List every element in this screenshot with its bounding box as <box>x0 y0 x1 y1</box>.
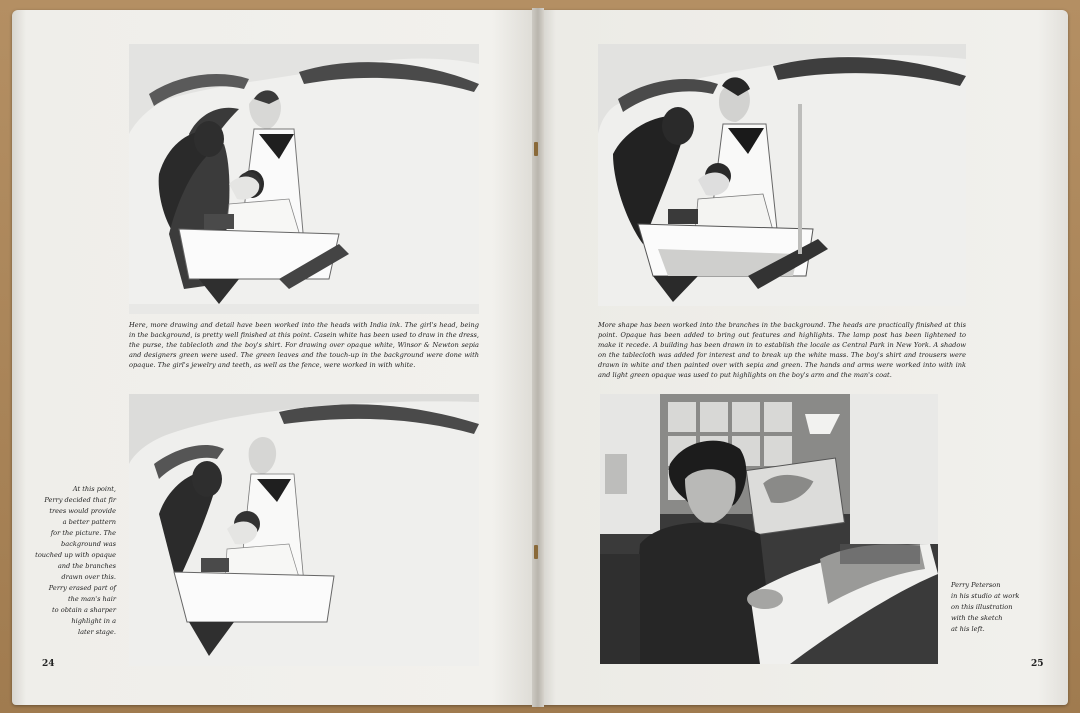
side-caption-line: on this illustration <box>951 603 1013 611</box>
caption-stage-1: Here, more drawing and detail have been worked into the heads with India ink. The girl's head, being in the background, is pretty well finished at this point. Casein white has been used to draw in the dress, the purse, the tablecloth and the boy's shirt. For drawing over opaque white, Winsor & Newton sepia and designers green were used. The green leaves and the touch-up in the background were done with opaque. The girl's jewelry and teeth, as well as the fence, were worked in with white. <box>129 321 479 370</box>
illustration-stage-2 <box>129 394 479 666</box>
page-number-right: 25 <box>1031 659 1044 669</box>
side-caption-line: drawn over this. <box>61 573 116 581</box>
illustration-stage-1 <box>129 44 479 314</box>
side-caption-line: touched up with opaque <box>35 551 116 559</box>
side-caption-line: At this point, <box>72 485 116 493</box>
page-number-left: 24 <box>42 659 55 669</box>
side-caption-line: to obtain a sharper <box>52 606 116 614</box>
side-caption-line: at his left. <box>951 625 985 633</box>
side-caption-line: for the picture. The <box>50 529 116 537</box>
side-caption-line: trees would provide <box>49 507 116 515</box>
side-caption-line: background was <box>61 540 116 548</box>
side-caption-line: highlight in a <box>71 617 116 625</box>
side-caption-line: Perry Peterson <box>951 581 1001 589</box>
side-caption-line: in his studio at work <box>951 592 1020 600</box>
side-caption-line: the man's hair <box>67 595 116 603</box>
staple <box>534 545 538 559</box>
side-caption-line: with the sketch <box>951 614 1003 622</box>
side-caption-line: Perry decided that fir <box>44 496 116 504</box>
side-caption-line: and the branches <box>57 562 116 570</box>
studio-photograph <box>600 394 938 664</box>
side-caption-left <box>26 484 116 638</box>
illustration-stage-3 <box>598 44 966 306</box>
side-caption-line: later stage. <box>77 628 116 636</box>
caption-stage-3: More shape has been worked into the branches in the background. The heads are practically finished at this point. Opaque has been added to bring out features and highlights. The lamp post has been lightened to make it recede. A building has been drawn in to establish the locale as Central Park in New York. A shadow on the tablecloth was added for interest and to break up the white mass. The boy's shirt and trousers were drawn in white and then painted over with sepia and green. The hands and arms were worked into with ink and light green opaque was used to put highlights on the boy's arm and the man's coat. <box>598 321 966 380</box>
side-caption-line: a better pattern <box>62 518 116 526</box>
staple <box>534 142 538 156</box>
side-caption-line: Perry erased part of <box>48 584 116 592</box>
side-caption-right <box>951 580 1061 635</box>
magazine-spine <box>532 8 544 707</box>
